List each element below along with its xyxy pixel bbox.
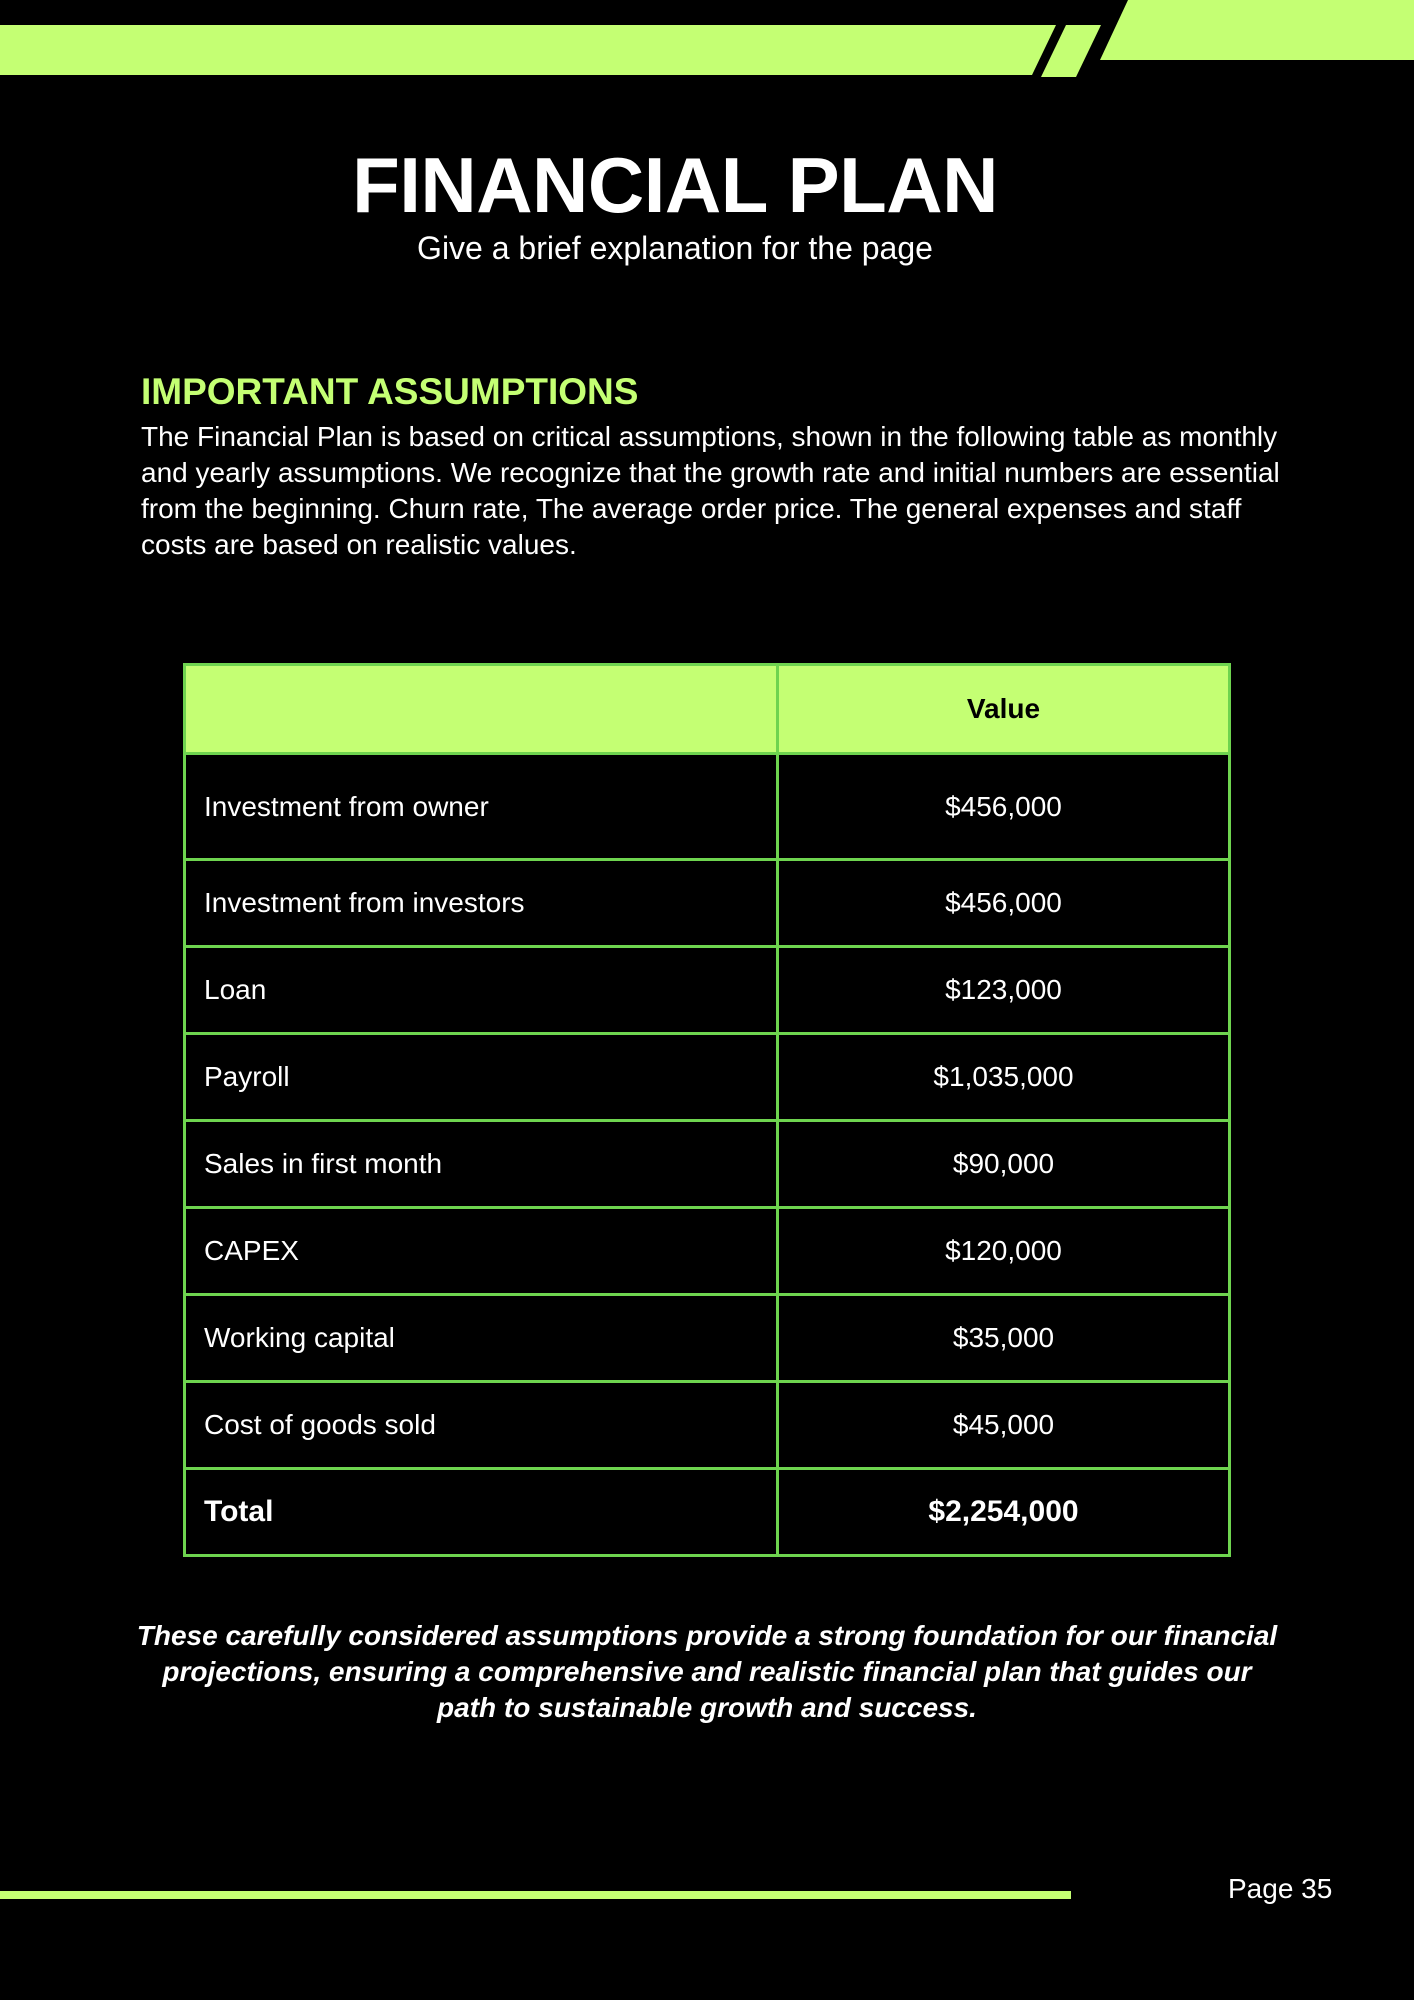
section-heading: IMPORTANT ASSUMPTIONS: [141, 371, 639, 412]
page-subtitle: Give a brief explanation for the page: [417, 230, 933, 266]
row-value: $35,000: [778, 1295, 1230, 1382]
table-header-row: [185, 665, 1230, 754]
table-row: [185, 1121, 1230, 1208]
total-value: $2,254,000: [778, 1469, 1230, 1556]
total-label: Total: [185, 1469, 778, 1556]
row-value: $456,000: [778, 754, 1230, 860]
row-value: $120,000: [778, 1208, 1230, 1295]
row-value: $45,000: [778, 1382, 1230, 1469]
row-value: $456,000: [778, 860, 1230, 947]
table-header-value: Value: [778, 665, 1230, 754]
row-value: $1,035,000: [778, 1034, 1230, 1121]
table-row: [185, 860, 1230, 947]
row-label: Loan: [185, 947, 778, 1034]
row-label: Investment from investors: [185, 860, 778, 947]
footer-accent-bar: [0, 1891, 1071, 1899]
section-body: The Financial Plan is based on critical assumptions, shown in the following table as monthly and yearly assumptions. We recognize that the growth rate and initial numbers are essential from the beginning. Churn rate, The average order price. The general expenses and staff costs are based on realistic values.: [141, 421, 1280, 560]
row-label: Investment from owner: [185, 754, 778, 860]
page-number: Page 35: [1228, 1873, 1333, 1904]
header-accent-bar: [0, 25, 1056, 75]
closing-note: These carefully considered assumptions provide a strong foundation for our financial projections, ensuring a comprehensive and realistic financial plan that guides our path to sustainable growth and success.: [136, 1620, 1278, 1723]
row-value: $90,000: [778, 1121, 1230, 1208]
table-row: [185, 1382, 1230, 1469]
assumptions-table: [183, 663, 1231, 1557]
table-total-row: [185, 1469, 1230, 1556]
row-label: CAPEX: [185, 1208, 778, 1295]
row-label: Working capital: [185, 1295, 778, 1382]
row-label: Cost of goods sold: [185, 1382, 778, 1469]
row-label: Sales in first month: [185, 1121, 778, 1208]
table-row: [185, 1208, 1230, 1295]
row-label: Payroll: [185, 1034, 778, 1121]
table-row: [185, 947, 1230, 1034]
table-row: [185, 1034, 1230, 1121]
row-value: $123,000: [778, 947, 1230, 1034]
table-row: [185, 754, 1230, 860]
header-accent-block: [1100, 0, 1414, 60]
table-row: [185, 1295, 1230, 1382]
table-header-label: [185, 665, 778, 754]
page-title: FINANCIAL PLAN: [352, 141, 998, 229]
